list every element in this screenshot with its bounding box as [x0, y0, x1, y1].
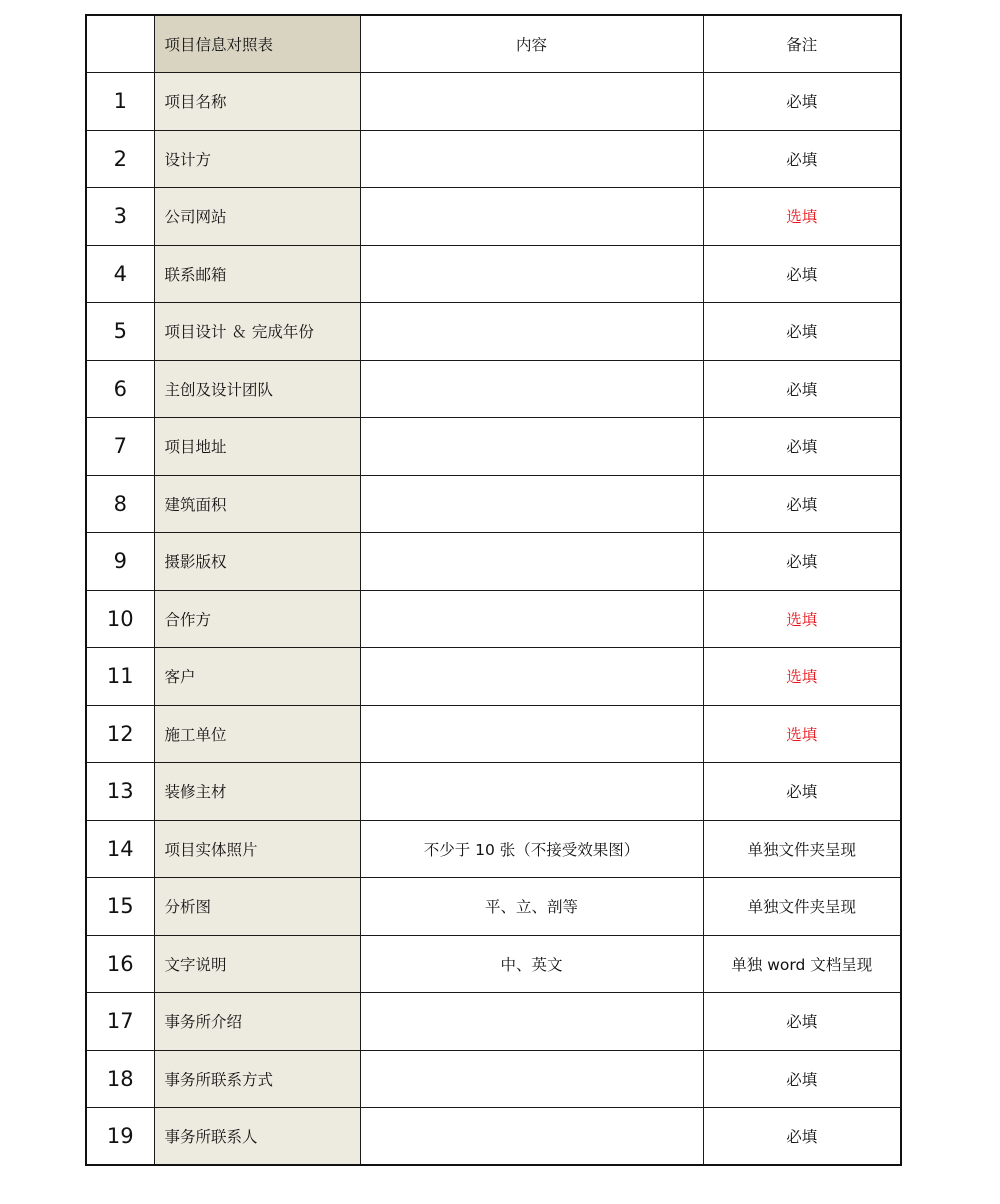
row-number-cell: 19: [86, 1108, 154, 1166]
row-number-cell: 17: [86, 993, 154, 1051]
row-note-cell: 选填: [703, 188, 901, 246]
table-row: [86, 73, 901, 131]
row-content-cell[interactable]: [360, 418, 703, 476]
table-row: [86, 763, 901, 821]
row-note-cell: 单独文件夹呈现: [703, 820, 901, 878]
row-content-cell[interactable]: [360, 993, 703, 1051]
row-field-cell: 建筑面积: [154, 475, 360, 533]
table-row: [86, 878, 901, 936]
row-content-cell[interactable]: [360, 303, 703, 361]
row-number-cell: 14: [86, 820, 154, 878]
row-note-cell: 必填: [703, 303, 901, 361]
row-number-cell: 11: [86, 648, 154, 706]
row-content-cell[interactable]: [360, 73, 703, 131]
row-number-cell: 10: [86, 590, 154, 648]
table-row: [86, 1108, 901, 1166]
row-field-cell: 分析图: [154, 878, 360, 936]
table-row: [86, 993, 901, 1051]
row-field-cell: 事务所联系方式: [154, 1050, 360, 1108]
row-note-cell: 必填: [703, 245, 901, 303]
row-field-cell: 文字说明: [154, 935, 360, 993]
row-field-cell: 设计方: [154, 130, 360, 188]
project-info-table: [85, 14, 902, 1166]
row-note-cell: 必填: [703, 763, 901, 821]
table-row: [86, 360, 901, 418]
row-content-cell[interactable]: [360, 475, 703, 533]
row-number-cell: 3: [86, 188, 154, 246]
row-note-cell: 必填: [703, 993, 901, 1051]
table-row: [86, 1050, 901, 1108]
row-note-cell: 选填: [703, 705, 901, 763]
row-field-cell: 公司网站: [154, 188, 360, 246]
row-field-cell: 摄影版权: [154, 533, 360, 591]
row-number-cell: 15: [86, 878, 154, 936]
row-note-cell: 必填: [703, 475, 901, 533]
row-number-cell: 1: [86, 73, 154, 131]
row-note-cell: 必填: [703, 73, 901, 131]
header-field-cell: 项目信息对照表: [154, 15, 360, 73]
header-content-cell: 内容: [360, 15, 703, 73]
header-number-cell: [86, 15, 154, 73]
row-field-cell: 客户: [154, 648, 360, 706]
row-note-cell: 必填: [703, 360, 901, 418]
row-field-cell: 事务所介绍: [154, 993, 360, 1051]
table-row: [86, 130, 901, 188]
row-number-cell: 13: [86, 763, 154, 821]
row-field-cell: 主创及设计团队: [154, 360, 360, 418]
row-number-cell: 9: [86, 533, 154, 591]
row-field-cell: 项目名称: [154, 73, 360, 131]
row-field-cell: 项目地址: [154, 418, 360, 476]
table-row: [86, 648, 901, 706]
header-row: [86, 15, 901, 73]
row-note-cell: 选填: [703, 590, 901, 648]
row-content-cell[interactable]: 不少于 10 张（不接受效果图）: [360, 820, 703, 878]
row-field-cell: 事务所联系人: [154, 1108, 360, 1166]
table-row: [86, 303, 901, 361]
header-note-cell: 备注: [703, 15, 901, 73]
row-content-cell[interactable]: [360, 188, 703, 246]
table-row: [86, 418, 901, 476]
row-content-cell[interactable]: [360, 533, 703, 591]
table-row: [86, 533, 901, 591]
row-number-cell: 6: [86, 360, 154, 418]
row-content-cell[interactable]: [360, 763, 703, 821]
row-content-cell[interactable]: [360, 1108, 703, 1166]
row-note-cell: 单独 word 文档呈现: [703, 935, 901, 993]
row-content-cell[interactable]: [360, 705, 703, 763]
row-note-cell: 必填: [703, 130, 901, 188]
table-row: [86, 475, 901, 533]
row-field-cell: 合作方: [154, 590, 360, 648]
row-number-cell: 18: [86, 1050, 154, 1108]
row-content-cell[interactable]: [360, 1050, 703, 1108]
table-row: [86, 590, 901, 648]
row-number-cell: 5: [86, 303, 154, 361]
row-number-cell: 4: [86, 245, 154, 303]
row-content-cell[interactable]: [360, 245, 703, 303]
table-row: [86, 188, 901, 246]
row-note-cell: 必填: [703, 1108, 901, 1166]
row-field-cell: 项目实体照片: [154, 820, 360, 878]
row-content-cell[interactable]: 平、立、剖等: [360, 878, 703, 936]
row-content-cell[interactable]: [360, 590, 703, 648]
row-note-cell: 必填: [703, 533, 901, 591]
row-note-cell: 必填: [703, 1050, 901, 1108]
row-field-cell: 联系邮箱: [154, 245, 360, 303]
table-row: [86, 245, 901, 303]
row-field-cell: 装修主材: [154, 763, 360, 821]
table-body: [86, 15, 901, 1165]
row-number-cell: 12: [86, 705, 154, 763]
row-content-cell[interactable]: [360, 360, 703, 418]
row-note-cell: 必填: [703, 418, 901, 476]
row-number-cell: 2: [86, 130, 154, 188]
row-content-cell[interactable]: [360, 130, 703, 188]
row-field-cell: 项目设计 ＆ 完成年份: [154, 303, 360, 361]
row-number-cell: 8: [86, 475, 154, 533]
row-number-cell: 7: [86, 418, 154, 476]
table-row: [86, 935, 901, 993]
table-row: [86, 705, 901, 763]
row-field-cell: 施工单位: [154, 705, 360, 763]
row-note-cell: 单独文件夹呈现: [703, 878, 901, 936]
row-note-cell: 选填: [703, 648, 901, 706]
row-content-cell[interactable]: [360, 648, 703, 706]
row-number-cell: 16: [86, 935, 154, 993]
row-content-cell[interactable]: 中、英文: [360, 935, 703, 993]
table-row: [86, 820, 901, 878]
